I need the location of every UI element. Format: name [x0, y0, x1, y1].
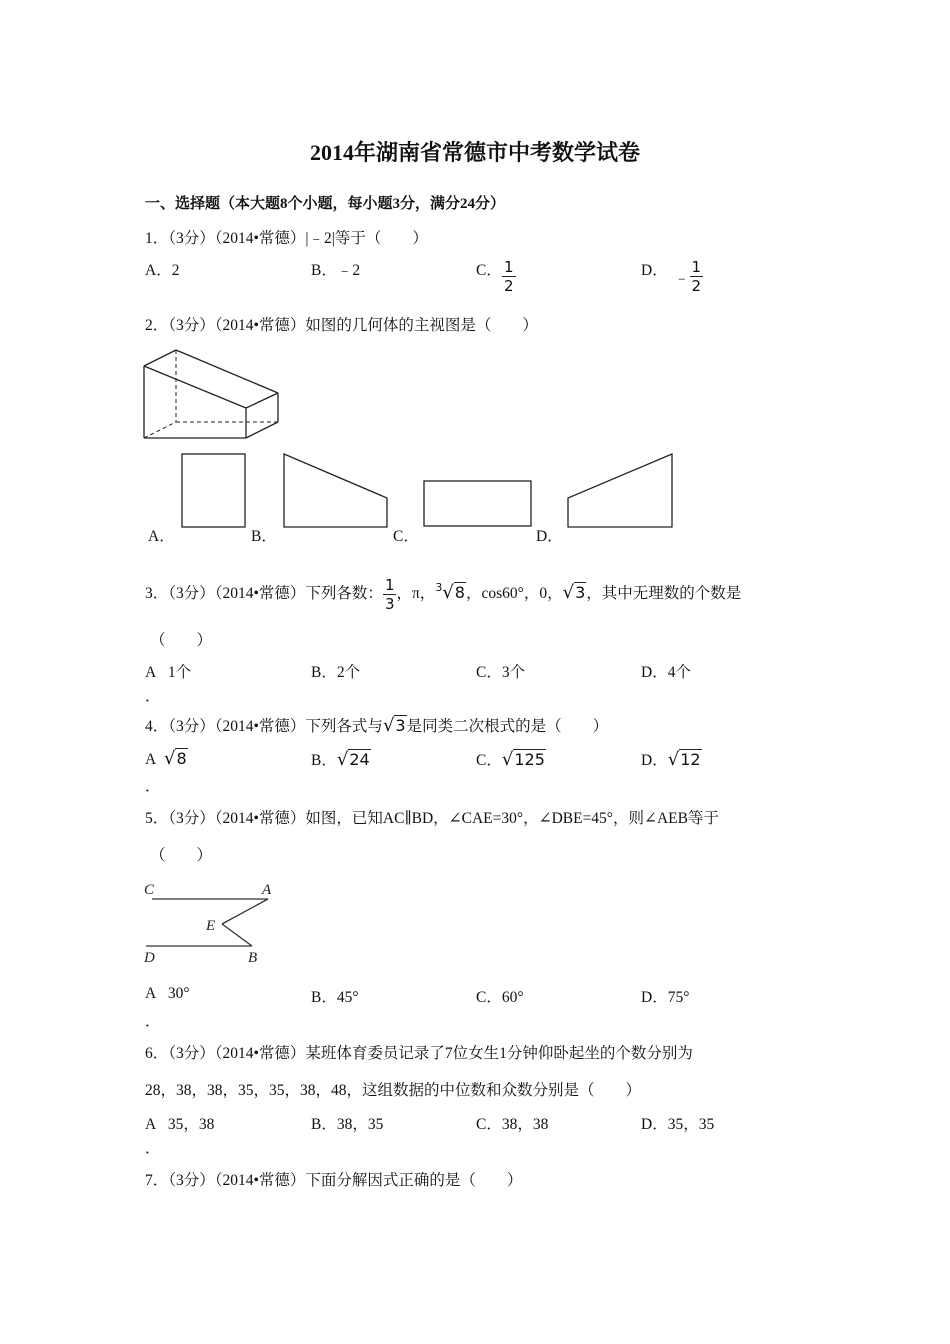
q3-option-d[interactable]	[641, 660, 691, 682]
q3-option-b[interactable]	[311, 660, 360, 682]
option-label: C．	[476, 1116, 502, 1133]
q2-option-a[interactable]: A．	[148, 528, 175, 545]
q4-option-a[interactable]	[145, 748, 188, 769]
fraction-denominator: 2	[691, 277, 702, 295]
option-text: 4个	[667, 664, 691, 681]
answer-paren: （ ）	[150, 847, 213, 864]
point-label-e: E	[206, 918, 216, 934]
option-label: C．	[476, 989, 502, 1006]
stem-text: 3．（3分）（2014•常德）下列各数：	[145, 585, 383, 602]
section-heading: 一、选择题（本大题8个小题，每小题3分，满分24分）	[145, 196, 506, 212]
option-label: B．	[311, 262, 337, 279]
radicand: 8	[176, 749, 187, 768]
question-3-stem	[145, 568, 741, 614]
q6-option-c[interactable]	[476, 1112, 548, 1134]
option-label: C．	[476, 752, 502, 769]
stem-text: ，π，	[396, 585, 436, 602]
square-root: √125	[501, 749, 545, 770]
option-text: 60°	[501, 989, 524, 1006]
option-text: 38，38	[501, 1116, 549, 1133]
option-label: D．	[641, 664, 668, 681]
answer-paren: （ ）	[150, 632, 213, 649]
parallel-lines-figure	[140, 876, 285, 971]
q2-option-b[interactable]: B．	[251, 528, 277, 545]
stem-text: 4．（3分）（2014•常德）下列各式与	[145, 718, 383, 735]
solid-figure	[140, 345, 285, 445]
q6-option-d[interactable]	[641, 1112, 714, 1134]
option-label: D．	[641, 752, 668, 769]
question-1-stem: 1．（3分）（2014•常德）|﹣2|等于（ ）	[145, 230, 428, 247]
q1-option-a[interactable]	[145, 258, 179, 280]
question-4-stem	[145, 714, 608, 736]
q2-figure-d-trapezoid	[566, 452, 676, 530]
q2-figure-b-trapezoid	[282, 452, 390, 530]
q3-option-c[interactable]	[476, 660, 525, 682]
stem-text: ，cos60°，0，	[465, 585, 563, 602]
point-label-b: B	[248, 950, 258, 966]
stem-text: ，其中无理数的个数是	[586, 585, 742, 602]
q5-option-a[interactable]	[145, 985, 190, 1003]
radicand: 8	[454, 583, 465, 602]
q6-option-a[interactable]	[145, 1112, 214, 1134]
point-label-a: A	[262, 882, 272, 898]
fraction-denominator: 3	[384, 594, 395, 613]
option-text: 45°	[336, 989, 359, 1006]
label-dot: ．	[145, 778, 161, 795]
option-label: D．	[641, 1116, 668, 1133]
option-text: 2	[171, 262, 180, 279]
square-root: √3	[382, 715, 406, 736]
option-text: 30°	[167, 985, 190, 1002]
q1-option-d[interactable]	[641, 258, 668, 280]
q2-figure-a-rectangle	[180, 452, 248, 530]
option-text: 1个	[167, 664, 192, 681]
q1-option-b[interactable]	[311, 258, 360, 280]
stem-text: 是同类二次根式的是（ ）	[406, 718, 609, 735]
q1-option-c[interactable]	[476, 258, 502, 280]
q1-option-c-fraction	[502, 258, 516, 295]
q6-option-b[interactable]	[311, 1112, 383, 1134]
option-text: 2个	[336, 664, 361, 681]
label-dot: ．	[145, 1013, 161, 1030]
option-text: 38，35	[336, 1116, 384, 1133]
cube-root: $^3$√8	[435, 581, 465, 603]
option-label: A．	[145, 262, 172, 279]
radicand: 12	[680, 750, 701, 769]
option-label: B．	[311, 752, 337, 769]
option-label: A	[145, 664, 157, 681]
minus-sign: ﹣	[674, 269, 690, 287]
question-5-stem: 5．（3分）（2014•常德）如图，已知AC∥BD，∠CAE=30°，∠DBE=45°，则∠AEB等于	[145, 810, 719, 827]
option-text: ﹣2	[336, 262, 361, 279]
radicand: 3	[575, 583, 586, 602]
question-6-stem-line1: 6．（3分）（2014•常德）某班体育委员记录了7位女生1分钟仰卧起坐的个数分别为	[145, 1045, 693, 1062]
fraction-numerator: 1	[384, 575, 395, 594]
q5-option-c[interactable]	[476, 985, 524, 1007]
radicand: 3	[395, 716, 406, 735]
q2-figure-c-rectangle	[422, 479, 534, 529]
option-label: A	[145, 751, 157, 768]
q3-option-a[interactable]	[145, 660, 191, 682]
fraction-numerator: 1	[691, 258, 702, 276]
page-title: 2014年湖南省常德市中考数学试卷	[309, 140, 640, 165]
option-text: 75°	[667, 989, 690, 1006]
radicand: 24	[349, 750, 370, 769]
point-label-d: D	[144, 950, 155, 966]
label-dot: ．	[145, 1140, 161, 1157]
fraction-denominator: 2	[504, 277, 514, 295]
radicand: 125	[514, 750, 545, 769]
square-root: √3	[562, 582, 586, 603]
q1-option-d-fraction	[674, 258, 703, 295]
option-text: 35，35	[667, 1116, 715, 1133]
square-root: √8	[163, 748, 187, 769]
question-7-stem: 7．（3分）（2014•常德）下面分解因式正确的是（ ）	[145, 1172, 523, 1189]
option-label: B．	[311, 1116, 337, 1133]
option-label: A	[145, 985, 157, 1002]
option-label: C．	[476, 262, 502, 279]
root-index: 3	[435, 581, 443, 594]
option-label: C．	[476, 664, 502, 681]
q4-option-c[interactable]	[476, 748, 546, 770]
option-label: B．	[311, 989, 337, 1006]
option-text: 35，38	[167, 1116, 215, 1133]
question-2-stem: 2．（3分）（2014•常德）如图的几何体的主视图是（ ）	[145, 317, 538, 334]
q4-option-d[interactable]	[641, 748, 702, 770]
point-label-c: C	[144, 882, 155, 898]
q5-option-b[interactable]	[311, 985, 359, 1007]
option-label: D．	[641, 989, 668, 1006]
fraction-numerator: 1	[504, 258, 514, 276]
q4-option-b[interactable]	[311, 748, 371, 770]
option-label: A	[145, 1116, 157, 1133]
square-root: √12	[667, 749, 701, 770]
label-dot: ．	[145, 688, 161, 705]
option-text: 3个	[501, 664, 526, 681]
q2-option-c[interactable]: C．	[393, 528, 419, 545]
option-label: B．	[311, 664, 337, 681]
question-6-stem-line2: 28，38，38，35，35，38，48，这组数据的中位数和众数分别是（ ）	[145, 1082, 642, 1099]
q5-option-d[interactable]	[641, 985, 689, 1007]
q2-option-d[interactable]: D．	[536, 528, 563, 545]
square-root: √24	[336, 749, 370, 770]
option-label: D．	[641, 262, 668, 279]
